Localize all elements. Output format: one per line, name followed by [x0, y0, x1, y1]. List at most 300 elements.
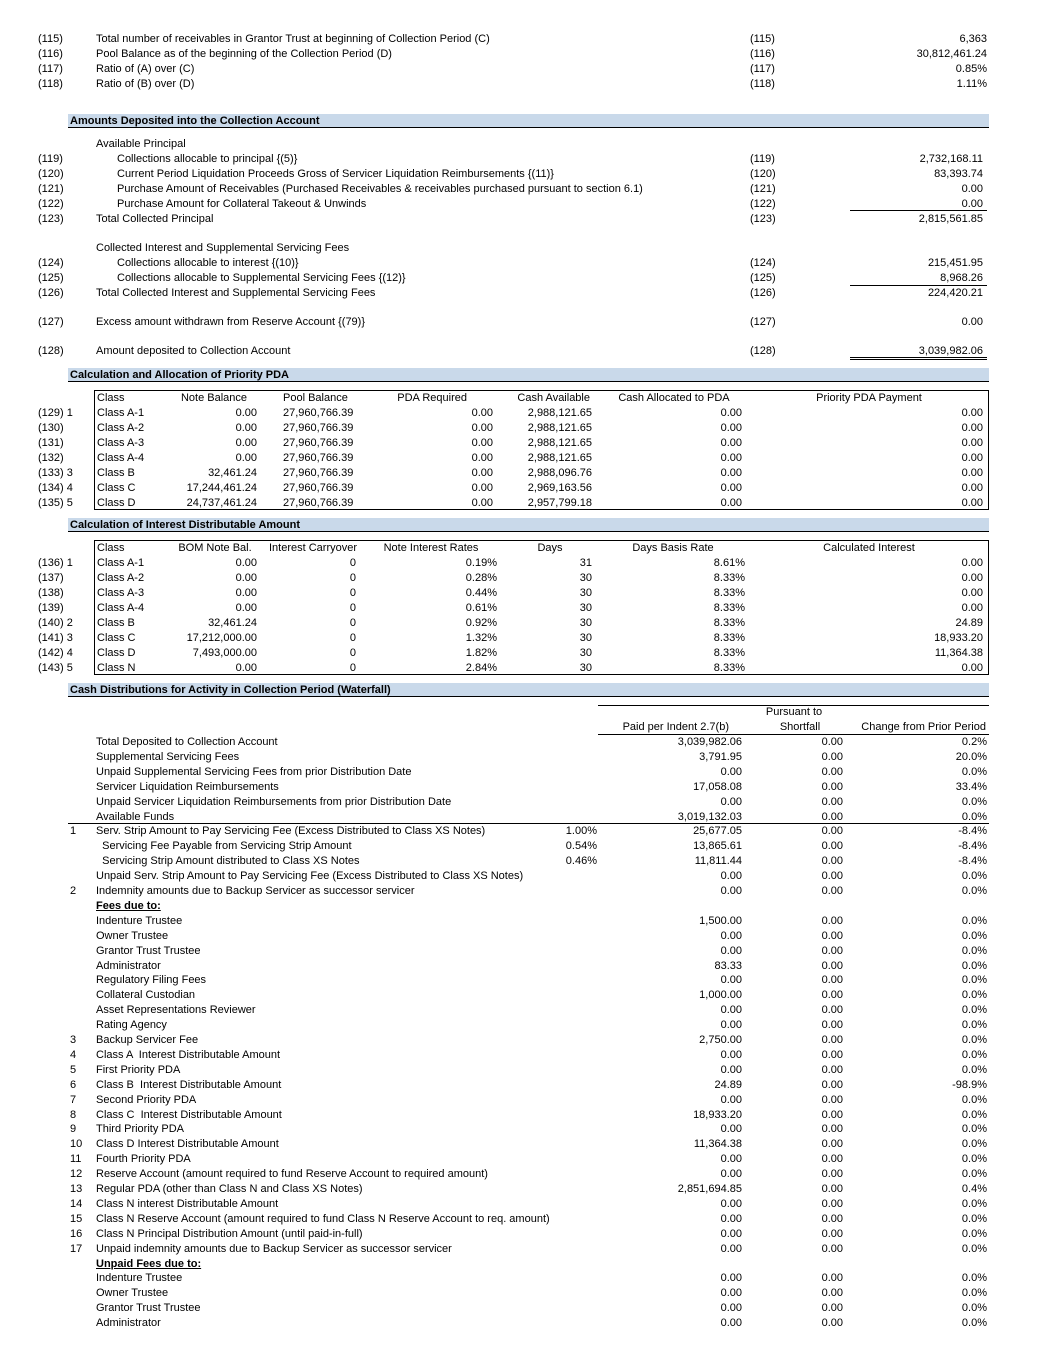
table-cell: 0.00	[961, 437, 983, 449]
total-underline	[850, 285, 987, 286]
waterfall-shortfall: 0.00	[821, 750, 843, 763]
table-cell-class: Class A-1	[97, 557, 145, 569]
section-header-interest: Calculation of Interest Distributable Amount	[68, 518, 989, 532]
waterfall-change: 0.0%	[961, 1168, 987, 1181]
pda-col-header: Priority PDA Payment	[816, 392, 922, 404]
waterfall-shortfall: 0.00	[821, 885, 843, 897]
waterfall-change: 0.0%	[961, 1317, 987, 1330]
table-cell: 0.00	[961, 497, 983, 509]
step-number: 8	[70, 1108, 77, 1121]
table-cell: 7,493,000.00	[192, 647, 257, 659]
table-cell: 27,960,766.39	[283, 467, 354, 479]
step-number: 4	[70, 1048, 77, 1061]
row-ref-right: (115)	[750, 33, 775, 45]
table-cell: 0.44%	[465, 587, 497, 599]
waterfall-change: 0.0%	[961, 974, 987, 987]
table-cell: 2,988,121.65	[527, 407, 592, 419]
waterfall-label: Indemnity amounts due to Backup Servicer as successor servicer	[96, 885, 415, 897]
waterfall-shortfall: 0.00	[821, 914, 843, 927]
waterfall-change: 0.0%	[961, 765, 987, 778]
table-cell: 0.00	[961, 452, 983, 464]
waterfall-shortfall: 0.00	[821, 1168, 843, 1181]
table-cell: 27,960,766.39	[283, 407, 354, 419]
table-cell-class: Class C	[97, 482, 136, 494]
table-cell-class: Class A-2	[97, 572, 145, 584]
waterfall-paid: 0.00	[720, 885, 742, 897]
waterfall-label: Total Deposited to Collection Account	[96, 736, 278, 748]
interest-col-header: Class	[97, 542, 125, 554]
waterfall-paid: 0.00	[720, 1287, 742, 1300]
table-cell: 0.00	[961, 422, 983, 434]
table-cell: 27,960,766.39	[283, 452, 354, 464]
waterfall-label: Backup Servicer Fee	[96, 1034, 199, 1046]
waterfall-change: 0.0%	[961, 810, 987, 823]
row-value: 1.11%	[956, 78, 987, 90]
waterfall-paid: 0.00	[720, 1242, 742, 1255]
table-cell: 0.00	[235, 557, 257, 569]
row-ref-right: (117)	[750, 63, 775, 75]
row-ref: (123)	[38, 213, 64, 225]
row-value: 0.85%	[955, 63, 987, 75]
table-cell: 0.00	[961, 407, 983, 419]
table-cell: 0.00	[235, 662, 257, 674]
table-cell: 2,957,799.18	[527, 497, 592, 509]
row-ref-right: (124)	[750, 257, 776, 269]
table-cell: 0.00	[235, 452, 257, 464]
waterfall-shortfall: 0.00	[821, 1287, 843, 1300]
waterfall-shortfall: 0.00	[821, 1153, 843, 1166]
grand-total-underline	[850, 357, 987, 360]
waterfall-col-header: Change from Prior Period	[861, 721, 986, 733]
table-cell: 0.00	[961, 482, 983, 494]
waterfall-shortfall: 0.00	[821, 855, 843, 868]
table-cell: 2.84%	[465, 662, 497, 674]
waterfall-paid: 0.00	[720, 1168, 742, 1181]
waterfall-paid: 0.00	[720, 1123, 742, 1136]
table-cell: 32,461.24	[208, 467, 257, 479]
table-cell: 18,933.20	[934, 632, 983, 644]
waterfall-col-header: Shortfall	[779, 721, 821, 733]
row-value: 30,812,461.24	[916, 48, 987, 60]
table-cell: 31	[579, 557, 592, 569]
pda-col-header: Pool Balance	[283, 392, 348, 404]
table-cell-class: Class A-2	[97, 422, 145, 434]
pda-col-header: Cash Allocated to PDA	[618, 392, 730, 404]
interest-col-header: Note Interest Rates	[383, 542, 479, 554]
table-cell: 30	[579, 617, 592, 629]
waterfall-paid: 24.89	[714, 1078, 742, 1091]
waterfall-change: 0.0%	[961, 1302, 987, 1315]
section-header-waterfall: Cash Distributions for Activity in Collection Period (Waterfall)	[68, 683, 989, 697]
waterfall-label: Unpaid Serv. Strip Amount to Pay Servicing Fee (Excess Distributed to Class XS Notes)	[96, 870, 524, 883]
row-ref-right: (121)	[750, 183, 776, 195]
row-label: Total number of receivables in Grantor Trust at beginning of Collection Period (C)	[96, 33, 490, 45]
interest-col-header: Interest Carryover	[268, 542, 358, 554]
waterfall-change: 0.0%	[961, 944, 987, 957]
table-cell-class: Class C	[97, 632, 136, 644]
waterfall-change: 0.0%	[961, 795, 987, 808]
table-cell: 30	[579, 632, 592, 644]
waterfall-pct: 0.54%	[565, 840, 597, 853]
waterfall-change: 0.0%	[961, 1034, 987, 1046]
waterfall-shortfall: 0.00	[821, 1004, 843, 1017]
row-ref: (141) 3	[38, 632, 73, 644]
table-cell: 0.00	[961, 662, 983, 674]
row-ref-right: (116)	[750, 48, 775, 60]
row-label: Pool Balance as of the beginning of the Collection Period (D)	[96, 48, 392, 60]
table-cell: 8.33%	[713, 632, 745, 644]
waterfall-paid: 0.00	[720, 1227, 742, 1240]
waterfall-label: Third Priority PDA	[96, 1123, 185, 1136]
waterfall-label: Class N Reserve Account (amount required to fund Class N Reserve Account to req. amount)	[96, 1212, 550, 1225]
table-cell: 0.00	[235, 422, 257, 434]
row-ref-right: (122)	[750, 198, 776, 210]
row-ref: (132)	[38, 452, 64, 464]
waterfall-shortfall: 0.00	[821, 959, 843, 972]
row-label: Ratio of (B) over (D)	[96, 78, 195, 90]
row-value: 8,968.26	[940, 272, 983, 284]
row-value: 0.00	[961, 183, 983, 195]
waterfall-label: Indenture Trustee	[96, 914, 183, 927]
waterfall-paid: 1,000.00	[699, 989, 742, 1002]
waterfall-shortfall: 0.00	[821, 1078, 843, 1091]
row-value: 83,393.74	[934, 168, 983, 180]
waterfall-paid: 1,500.00	[699, 914, 742, 927]
row-value: 0.00	[961, 198, 983, 210]
row-ref: (116)	[38, 48, 63, 60]
row-label: Amount deposited to Collection Account	[96, 345, 291, 357]
waterfall-label: Second Priority PDA	[96, 1093, 197, 1106]
waterfall-shortfall: 0.00	[821, 1227, 843, 1240]
table-cell: 8.33%	[713, 617, 745, 629]
waterfall-shortfall: 0.00	[821, 974, 843, 987]
waterfall-change: 0.0%	[961, 1108, 987, 1121]
waterfall-label: Servicing Strip Amount distributed to Class XS Notes	[96, 855, 360, 868]
row-ref: (134) 4	[38, 482, 73, 494]
table-cell: 27,960,766.39	[283, 422, 354, 434]
row-ref-right: (128)	[750, 345, 776, 357]
waterfall-shortfall: 0.00	[821, 1242, 843, 1255]
waterfall-change: 0.0%	[961, 1212, 987, 1225]
table-cell: 0	[349, 587, 356, 599]
waterfall-change: 0.0%	[961, 1048, 987, 1061]
waterfall-paid: 25,677.05	[693, 825, 742, 838]
waterfall-label: Class D Interest Distributable Amount	[96, 1138, 279, 1151]
waterfall-label: Administrator	[96, 1317, 161, 1330]
pda-col-header: Class	[97, 392, 125, 404]
table-cell: 27,960,766.39	[283, 437, 354, 449]
row-label: Collections allocable to interest {(10)}	[117, 257, 299, 269]
waterfall-label: Rating Agency	[96, 1019, 167, 1032]
subsection-label: Collected Interest and Supplemental Servicing Fees	[96, 242, 350, 254]
section-header-pda: Calculation and Allocation of Priority PDA	[68, 368, 989, 382]
waterfall-label: Servicing Fee Payable from Servicing Strip Amount	[96, 840, 352, 853]
waterfall-shortfall: 0.00	[821, 1317, 843, 1330]
waterfall-paid: 3,039,982.06	[677, 736, 742, 748]
table-cell: 0.00	[961, 467, 983, 479]
waterfall-paid: 18,933.20	[693, 1108, 742, 1121]
waterfall-header-topline	[598, 705, 989, 706]
waterfall-change: 0.0%	[961, 885, 987, 897]
row-label: Purchase Amount of Receivables (Purchased Receivables & receivables purchased pursuant to section 6.1)	[117, 183, 643, 195]
row-label: Collections allocable to Supplemental Servicing Fees {(12)}	[117, 272, 406, 284]
table-cell: 8.33%	[713, 662, 745, 674]
table-cell: 0	[349, 632, 356, 644]
waterfall-change: -8.4%	[958, 855, 987, 868]
table-cell: 0.00	[235, 572, 257, 584]
total-underline	[850, 210, 987, 211]
table-cell: 2,969,163.56	[527, 482, 592, 494]
row-ref: (124)	[38, 257, 64, 269]
waterfall-change: 0.0%	[961, 1153, 987, 1166]
waterfall-shortfall: 0.00	[821, 1138, 843, 1151]
row-ref: (128)	[38, 345, 64, 357]
waterfall-paid: 0.00	[720, 1093, 742, 1106]
row-ref: (137)	[38, 572, 64, 584]
table-cell: 0.00	[235, 407, 257, 419]
waterfall-change: 0.0%	[961, 989, 987, 1002]
table-cell: 30	[579, 662, 592, 674]
row-label: Ratio of (A) over (C)	[96, 63, 195, 75]
waterfall-change: 0.0%	[961, 1287, 987, 1300]
row-ref: (122)	[38, 198, 64, 210]
waterfall-shortfall: 0.00	[821, 1123, 843, 1136]
waterfall-label: Regulatory Filing Fees	[96, 974, 207, 987]
waterfall-shortfall: 0.00	[821, 765, 843, 778]
row-ref: (138)	[38, 587, 64, 599]
waterfall-paid: 13,865.61	[693, 840, 742, 853]
row-label: Purchase Amount for Collateral Takeout & Unwinds	[117, 198, 367, 210]
waterfall-change: 0.4%	[961, 1183, 987, 1195]
waterfall-paid: 0.00	[720, 765, 742, 778]
waterfall-change: 0.0%	[961, 1004, 987, 1017]
table-cell: 0.00	[471, 482, 493, 494]
row-ref: (126)	[38, 287, 64, 299]
table-cell: 8.33%	[713, 587, 745, 599]
step-number: 12	[70, 1168, 83, 1181]
table-cell: 11,364.38	[934, 647, 983, 659]
pda-col-header: Note Balance	[180, 392, 247, 404]
waterfall-change: -8.4%	[958, 840, 987, 853]
row-ref-right: (127)	[750, 316, 776, 328]
table-cell-class: Class A-4	[97, 452, 145, 464]
row-value: 0.00	[961, 316, 983, 328]
table-cell: 0	[349, 647, 356, 659]
waterfall-change: 0.0%	[961, 1063, 987, 1076]
row-ref: (129) 1	[38, 407, 73, 419]
waterfall-shortfall: 0.00	[821, 944, 843, 957]
row-label: Total Collected Interest and Supplemental Servicing Fees	[96, 287, 376, 299]
table-cell: 27,960,766.39	[283, 497, 354, 509]
interest-col-header: Days	[537, 542, 563, 554]
waterfall-paid: 11,811.44	[694, 855, 742, 868]
waterfall-paid: 0.00	[720, 1317, 742, 1330]
waterfall-paid: 0.00	[720, 944, 742, 957]
interest-col-header: BOM Note Bal.	[178, 542, 252, 554]
waterfall-shortfall: 0.00	[821, 840, 843, 853]
waterfall-change: 0.0%	[961, 1197, 987, 1210]
table-cell-class: Class A-1	[97, 407, 145, 419]
step-number: 5	[70, 1063, 77, 1076]
waterfall-change: 0.0%	[961, 959, 987, 972]
table-cell: 2,988,121.65	[527, 437, 592, 449]
row-ref: (117)	[38, 63, 63, 75]
row-value: 3,039,982.06	[918, 345, 983, 357]
waterfall-shortfall: 0.00	[821, 736, 843, 748]
table-cell: 0.00	[720, 422, 742, 434]
waterfall-label: Regular PDA (other than Class N and Class XS Notes)	[96, 1183, 363, 1195]
step-number: 9	[70, 1123, 77, 1136]
waterfall-change: -98.9%	[952, 1078, 987, 1091]
table-cell: 0.00	[471, 452, 493, 464]
waterfall-change: -8.4%	[958, 825, 987, 838]
table-cell: 30	[579, 647, 592, 659]
waterfall-paid: 0.00	[720, 795, 742, 808]
row-label: Current Period Liquidation Proceeds Gross of Servicer Liquidation Reimbursements {(11)}	[117, 168, 554, 180]
waterfall-change: 20.0%	[955, 750, 987, 763]
table-cell: 32,461.24	[208, 617, 257, 629]
table-cell: 30	[579, 602, 592, 614]
row-ref: (115)	[38, 33, 63, 45]
row-ref: (133) 3	[38, 467, 73, 479]
waterfall-label: First Priority PDA	[96, 1063, 181, 1076]
row-value: 224,420.21	[927, 287, 983, 299]
table-cell: 0.00	[961, 602, 983, 614]
step-number: 16	[70, 1227, 83, 1240]
row-ref: (139)	[38, 602, 64, 614]
waterfall-paid: 0.00	[720, 929, 742, 942]
waterfall-shortfall: 0.00	[821, 1302, 843, 1315]
step-number: 1	[70, 825, 77, 838]
waterfall-shortfall: 0.00	[821, 795, 843, 808]
table-cell: 0.92%	[465, 617, 497, 629]
row-ref: (131)	[38, 437, 64, 449]
table-cell: 8.33%	[713, 572, 745, 584]
waterfall-shortfall: 0.00	[821, 1183, 843, 1195]
table-cell: 0.00	[235, 602, 257, 614]
available-funds-underline	[68, 823, 989, 824]
table-cell: 0.00	[471, 437, 493, 449]
waterfall-paid: 0.00	[720, 1212, 742, 1225]
row-ref: (127)	[38, 316, 64, 328]
waterfall-label: Collateral Custodian	[96, 989, 196, 1002]
row-value: 215,451.95	[927, 257, 983, 269]
waterfall-label: Unpaid indemnity amounts due to Backup Servicer as successor servicer	[96, 1242, 452, 1255]
row-ref: (120)	[38, 168, 64, 180]
waterfall-change: 0.0%	[961, 929, 987, 942]
waterfall-change: 0.0%	[961, 1019, 987, 1032]
table-cell: 0	[349, 662, 356, 674]
table-cell-class: Class N	[97, 662, 136, 674]
waterfall-paid: 0.00	[720, 1272, 742, 1285]
table-cell: 8.61%	[713, 557, 745, 569]
waterfall-label: Servicer Liquidation Reimbursements	[96, 780, 279, 793]
table-cell: 0	[349, 557, 356, 569]
waterfall-label: Serv. Strip Amount to Pay Servicing Fee (Excess Distributed to Class XS Notes)	[96, 825, 486, 838]
table-cell: 0	[349, 602, 356, 614]
step-number: 10	[70, 1138, 83, 1151]
waterfall-label: Class C Interest Distributable Amount	[96, 1108, 282, 1121]
table-cell: 0.00	[961, 557, 983, 569]
waterfall-paid: 0.00	[720, 1048, 742, 1061]
waterfall-label: Owner Trustee	[96, 929, 169, 942]
waterfall-paid: 2,750.00	[699, 1034, 742, 1046]
step-number: 3	[70, 1034, 77, 1046]
table-cell: 0.00	[471, 467, 493, 479]
waterfall-label: Indenture Trustee	[96, 1272, 183, 1285]
waterfall-shortfall: 0.00	[821, 1212, 843, 1225]
table-cell: 0.00	[720, 437, 742, 449]
waterfall-shortfall: 0.00	[821, 1272, 843, 1285]
row-ref: (121)	[38, 183, 64, 195]
table-cell: 2,988,121.65	[527, 452, 592, 464]
waterfall-label: Administrator	[96, 959, 161, 972]
waterfall-paid: 0.00	[720, 1302, 742, 1315]
row-ref-right: (119)	[750, 153, 775, 165]
table-cell: 0.00	[471, 407, 493, 419]
pursuant-label: Pursuant to	[765, 706, 823, 718]
waterfall-label: Class N Principal Distribution Amount (until paid-in-full)	[96, 1227, 363, 1240]
row-ref-right: (126)	[750, 287, 776, 299]
step-number: 17	[70, 1242, 83, 1255]
table-cell: 0	[349, 617, 356, 629]
waterfall-label: Available Funds	[96, 810, 175, 823]
waterfall-change: 0.0%	[961, 1242, 987, 1255]
waterfall-label: Grantor Trust Trustee	[96, 1302, 201, 1315]
waterfall-change: 0.2%	[961, 736, 987, 748]
table-cell-class: Class D	[97, 647, 136, 659]
interest-col-header: Calculated Interest	[823, 542, 915, 554]
table-cell-class: Class B	[97, 617, 135, 629]
pda-col-header: PDA Required	[397, 392, 467, 404]
step-number: 15	[70, 1212, 83, 1225]
row-ref: (142) 4	[38, 647, 73, 659]
waterfall-paid: 0.00	[720, 870, 742, 883]
waterfall-paid: 2,851,694.85	[677, 1183, 742, 1195]
waterfall-shortfall: 0.00	[821, 870, 843, 883]
waterfall-change: 0.0%	[961, 1093, 987, 1106]
table-cell: 0.61%	[465, 602, 497, 614]
waterfall-subheader: Fees due to:	[96, 899, 161, 912]
row-value: 6,363	[959, 33, 987, 45]
waterfall-change: 0.0%	[961, 870, 987, 883]
step-number: 11	[70, 1153, 82, 1166]
row-ref: (118)	[38, 78, 63, 90]
waterfall-label: Supplemental Servicing Fees	[96, 750, 240, 763]
table-cell: 0.00	[471, 422, 493, 434]
waterfall-label: Class A Interest Distributable Amount	[96, 1048, 281, 1061]
waterfall-subheader: Unpaid Fees due to:	[96, 1257, 202, 1270]
table-cell: 2,988,096.76	[527, 467, 592, 479]
table-cell-class: Class B	[97, 467, 135, 479]
table-cell: 0.00	[961, 572, 983, 584]
step-number: 14	[70, 1197, 83, 1210]
row-label: Collections allocable to principal {(5)}	[117, 153, 298, 165]
pda-col-header: Cash Available	[517, 392, 590, 404]
table-cell: 0.28%	[465, 572, 497, 584]
waterfall-pct: 0.46%	[565, 855, 597, 868]
table-cell: 0.00	[471, 497, 493, 509]
waterfall-shortfall: 0.00	[821, 825, 843, 838]
waterfall-shortfall: 0.00	[821, 1019, 843, 1032]
row-ref: (119)	[38, 153, 63, 165]
waterfall-shortfall: 0.00	[821, 989, 843, 1002]
waterfall-label: Unpaid Servicer Liquidation Reimbursements from prior Distribution Date	[96, 795, 452, 808]
row-ref: (125)	[38, 272, 64, 284]
waterfall-paid: 0.00	[720, 1063, 742, 1076]
waterfall-paid: 0.00	[720, 1153, 742, 1166]
waterfall-label: Class N interest Distributable Amount	[96, 1197, 279, 1210]
